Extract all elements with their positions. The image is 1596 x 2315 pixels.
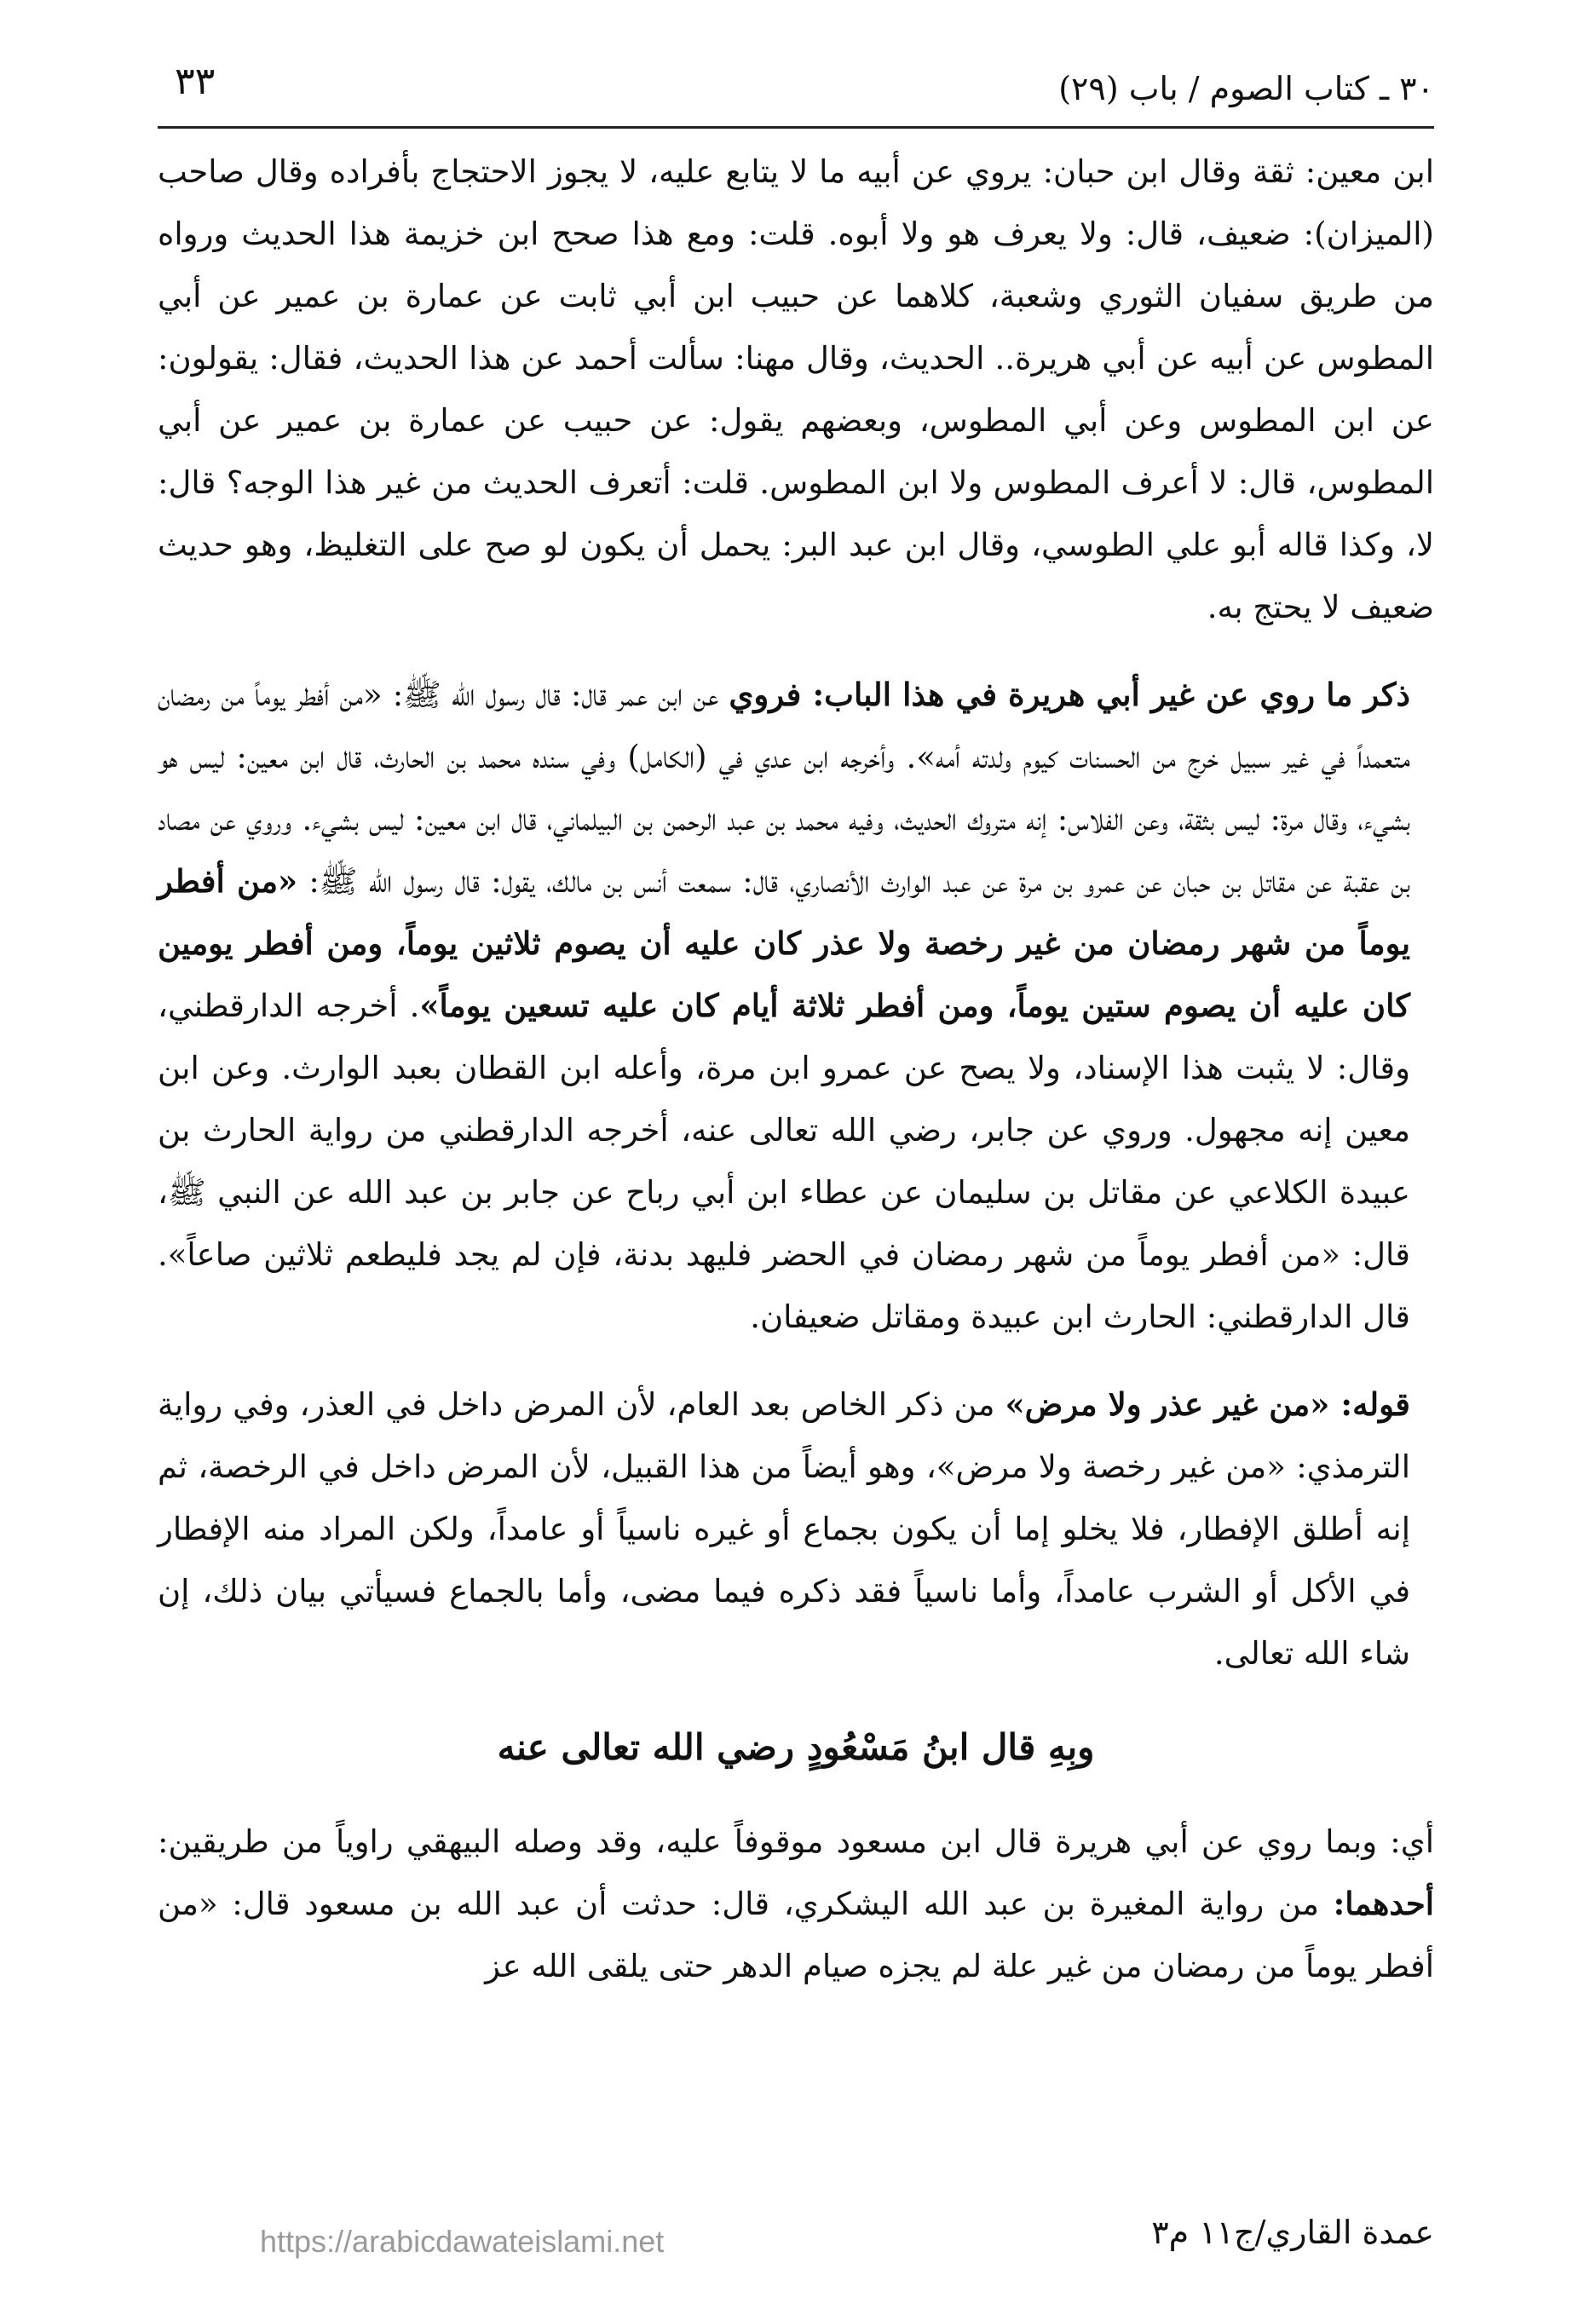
section-heading: وبِهِ قال ابنُ مَسْعُودٍ رضي الله تعالى عنه bbox=[497, 1726, 1095, 1768]
paragraph-text: من رواية المغيرة بن عبد الله اليشكري، قال: حدثت أن عبد الله بن مسعود قال: «من أفطر يوماً من رمضان من غير علة لم يجزه صيام الدهر حتى يلقى الله عز bbox=[158, 1886, 1434, 1984]
hadith-quote: «من أفطر يوماً من شهر رمضان من غير رخصة ولا عذر كان عليه أن يصوم ثلاثين يوماً، ومن أفطر يومين كان عليه أن يصوم ستين يوماً، ومن أفطر ثلاثة أيام كان عليه تسعين يوماً» bbox=[158, 862, 1410, 1024]
header-rule bbox=[158, 126, 1434, 129]
paragraph-other-narrations bbox=[158, 664, 1434, 1348]
page-footer bbox=[158, 2214, 1434, 2265]
paragraph-text: ابن معين: ثقة وقال ابن حبان: يروي عن أبيه ما لا يتابع عليه، لا يجوز الاحتجاج بأفراده وقال صاحب (الميزان): ضعيف، قال: ولا يعرف هو ولا أبوه. قلت: ومع هذا صحح ابن خزيمة هذا الحديث ورواه من طريق سفيان الثوري وشعبة، كلاهما عن حبيب ابن أبي ثابت عن عمارة بن عمير عن أبي المطوس عن أبيه عن أبي هريرة.. الحديث، وقال مهنا: سألت أحمد عن هذا الحديث، فقال: يقولون: عن ابن المطوس وعن أبي المطوس، وبعضهم يقول: عن حبيب عن عمارة بن عمير عن أبي المطوس، قال: لا أعرف المطوس ولا ابن المطوس. قلت: أتعرف الحديث من غير هذا الوجه؟ قال: لا، وكذا قاله أبو علي الطوسي، وقال ابن عبد البر: يحمل أن يكون لو صح على التغليظ، وهو حديث ضعيف لا يحتج به. bbox=[158, 153, 1434, 625]
book-signature: عمدة القاري/ج١١ م٣ bbox=[1151, 2214, 1434, 2251]
paragraph-text: أي: وبما روي عن أبي هريرة قال ابن مسعود موقوفاً عليه، وقد وصله البيهقي راوياً من طريقين: bbox=[158, 1823, 1434, 1860]
paragraph-lead: ذكر ما روي عن غير أبي هريرة في هذا الباب: فروي bbox=[729, 676, 1411, 713]
page-body bbox=[158, 141, 1434, 1997]
paragraph-lead: أحدهما: bbox=[1333, 1885, 1434, 1922]
running-title: ٣٠ ـ كتاب الصوم / باب (٢٩) bbox=[1058, 70, 1434, 107]
paragraph-qawluhu bbox=[158, 1373, 1434, 1684]
paragraph-commentary-1 bbox=[158, 141, 1434, 638]
page-header bbox=[158, 53, 1434, 121]
paragraph-text: . أخرجه الدارقطني، وقال: لا يثبت هذا الإسناد، ولا يصح عن عمرو ابن مرة، وأعله ابن القطان بعبد الوارث. وعن ابن معين إنه مجهول. وروي عن جابر، رضي الله تعالى عنه، أخرجه الدارقطني من رواية الحارث بن عبيدة الكلاعي عن مقاتل بن سليمان عن عطاء ابن أبي رباح عن جابر بن عبد الله عن النبي ﷺ، قال: «من أفطر يوماً من شهر رمضان في الحضر فليهد بدنة، فإن لم يجد فليطعم ثلاثين صاعاً». قال الدارقطني: الحارث ابن عبيدة ومقاتل ضعيفان. bbox=[158, 988, 1410, 1335]
watermark: https://arabicdawateislami.net bbox=[260, 2224, 665, 2259]
page-number: ٣٣ bbox=[175, 60, 216, 103]
paragraph-text: من ذكر الخاص بعد العام، لأن المرض داخل في العذر، وفي رواية الترمذي: «من غير رخصة ولا مرض»، وهو أيضاً من هذا القبيل، لأن المرض داخل في الرخصة، ثم إنه أطلق الإفطار، فلا يخلو إما أن يكون بجماع أو غيره ناسياً أو عامداً، ولكن المراد منه الإفطار في الأكل أو الشرب عامداً، وأما ناسياً فقد ذكره فيما مضى، وأما بالجماع فسيأتي بيان ذلك، إن شاء الله تعالى. bbox=[158, 1386, 1410, 1672]
paragraph-text: عن ابن عمر قال: قال رسول الله ﷺ: «من أفطر يوماً من رمضان متعمداً في غير سبيل خرج من الحسنات كيوم ولدته أمه». وأخرجه ابن عدي في (الكامل) وفي سنده محمد بن الحارث، قال ابن معين: ليس هو بشيء، وقال مرة: ليس بثقة، وعن الفلاس: إنه متروك الحديث، وفيه محمد بن عبد الرحمن بن البيلماني، قال ابن معين: ليس بشيء. وروي عن مصاد بن عقبة عن مقاتل بن حبان عن عمرو بن مرة عن عبد الوارث الأنصاري، قال: سمعت أنس بن مالك، يقول: قال رسول الله ﷺ: bbox=[158, 677, 1410, 900]
paragraph-ibn-masud bbox=[158, 1811, 1434, 1997]
paragraph-lead: قوله: «من غير عذر ولا مرض» bbox=[1005, 1385, 1410, 1423]
